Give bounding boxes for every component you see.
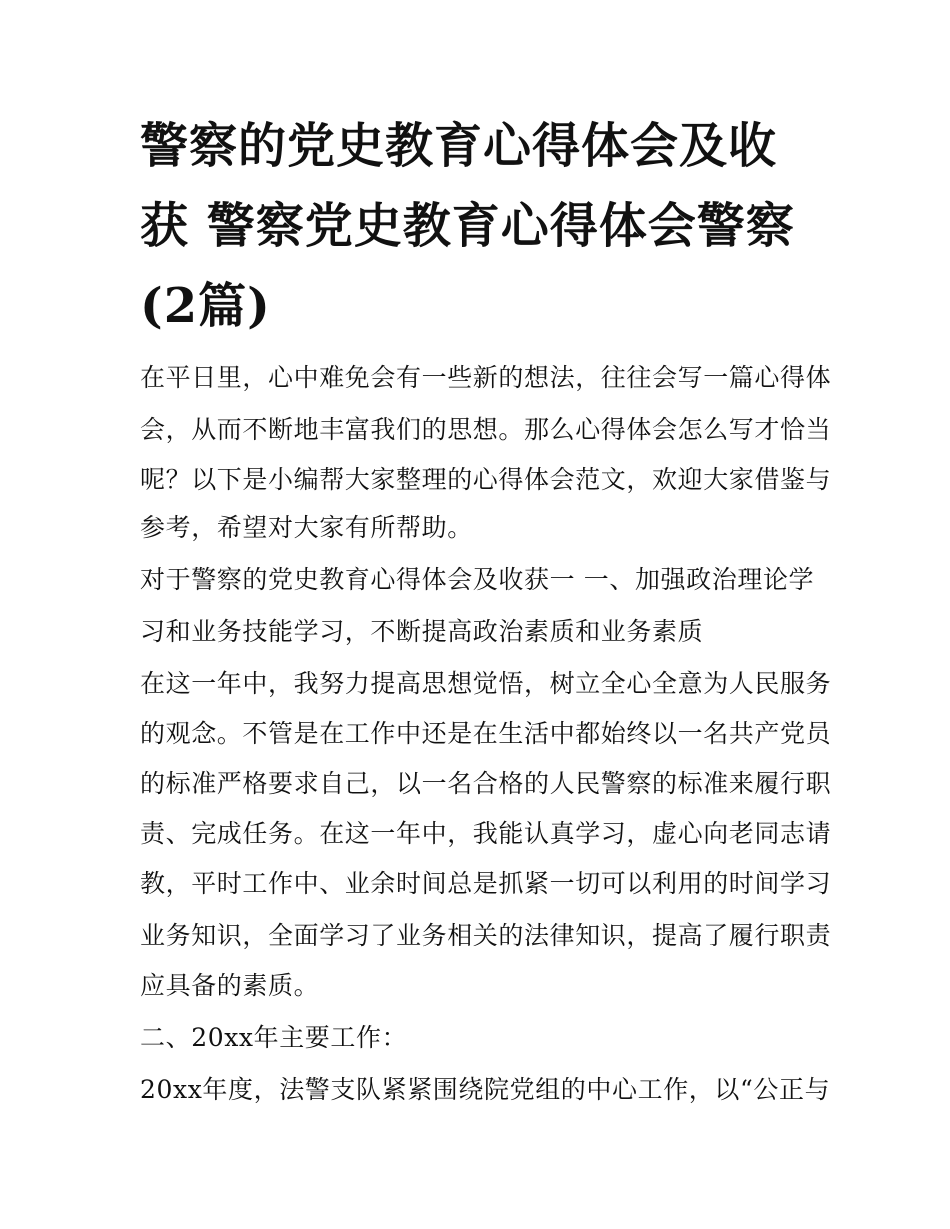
body-line: 责、完成任务。在这一年中，我能认真学习，虚心向老同志请 (140, 819, 832, 848)
title-line: 获 警察党史教育心得体会警察 (140, 198, 795, 254)
body-line: 呢？以下是小编帮大家整理的心得体会范文，欢迎大家借鉴与 (140, 465, 832, 494)
title-line: 警察的党史教育心得体会及收 (140, 118, 778, 174)
body-line: 的标准严格要求自己，以一名合格的人民警察的标准来履行职 (140, 769, 832, 798)
body-line: 习和业务技能学习，不断提高政治素质和业务素质 (140, 617, 704, 646)
body-line: 应具备的素质。 (140, 971, 320, 1000)
body-line: 在这一年中，我努力提高思想觉悟，树立全心全意为人民服务 (140, 669, 832, 698)
body-line: 在平日里，心中难免会有一些新的想法，往往会写一篇心得体 (140, 363, 832, 392)
body-line: 的观念。不管是在工作中还是在生活中都始终以一名共产党员 (140, 719, 832, 748)
body-line: 20xx年度，法警支队紧紧围绕院党组的中心工作，以“公正与 (140, 1075, 831, 1104)
body-line: 会，从而不断地丰富我们的思想。那么心得体会怎么写才恰当 (140, 415, 832, 444)
body-line: 业务知识，全面学习了业务相关的法律知识，提高了履行职责 (140, 921, 832, 950)
body-line: 参考，希望对大家有所帮助。 (140, 513, 473, 542)
title-line: (2篇) (140, 278, 271, 334)
body-line: 对于警察的党史教育心得体会及收获一 一、加强政治理论学 (140, 565, 815, 594)
body-line: 二、20xx年主要工作： (140, 1023, 408, 1052)
body-line: 教，平时工作中、业余时间总是抓紧一切可以利用的时间学习 (140, 869, 832, 898)
